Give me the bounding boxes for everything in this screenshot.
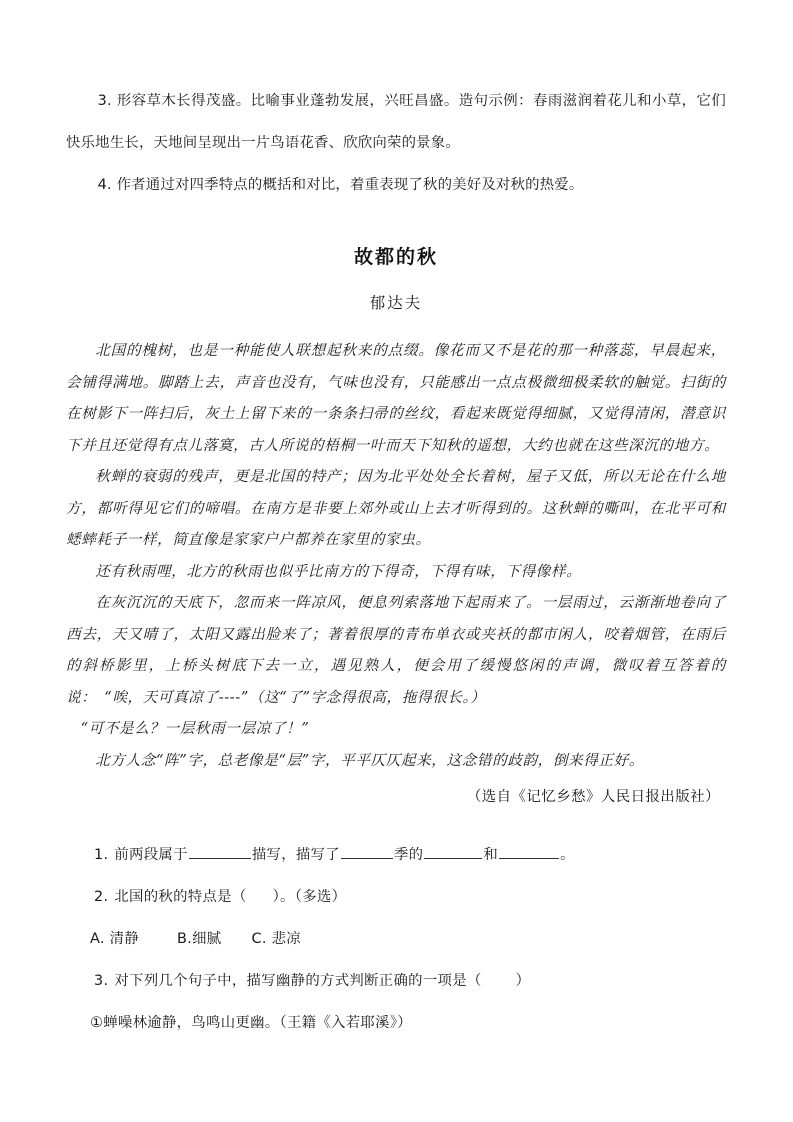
question-2-text-part1: 北国的秋的特点是（ <box>114 889 247 905</box>
question-3-sentence-1: ①蝉噪林逾静，鸟鸣山更幽。（王籍《入若耶溪》） <box>90 1015 412 1031</box>
article-title: 故都的秋 <box>353 246 438 268</box>
question-1-blank-4[interactable] <box>499 844 559 859</box>
article-paragraph: 还有秋雨哩，北方的秋雨也似乎比南方的下得奇，下得有味，下得像样。 <box>95 562 582 580</box>
answer-item-4: 4. 作者通过对四季特点的概括和对比，着重表现了秋的美好及对秋的热爱。 <box>97 177 584 193</box>
option-c-label: C. <box>251 931 267 947</box>
question-2-text-part2: ）。（多选） <box>272 889 347 905</box>
article-paragraph: 北国的槐树，也是一种能使人联想起秋来的点缀。像花而又不是花的那一种落蕊，早晨起来，会铺得满地。脚踏上去，声音也没有，气味也没有，只能感出一点点极微细极柔软的触觉。扫街的在树影下一阵扫后，灰土上留下来的一条条扫帚的丝纹，看起来既觉得细腻，又觉得清闲，潜意识下并且还觉得有点儿落寞，古人所说的梧桐一叶而天下知秋的遥想，大约也就在这些深沉的地方。 <box>66 342 726 454</box>
article-paragraph: 秋蝉的衰弱的残声，更是北国的特产；因为北平处处全长着树，屋子又低，所以无论在什么地方，都听得见它们的啼唱。在南方是非要上郊外或山上去才听得到的。这秋蝉的嘶叫，在北平可和蟋蟀耗子一样，简直像是家家户户都养在家里的家虫。 <box>66 468 726 548</box>
question-1-number: 1. <box>94 847 109 863</box>
question-2 <box>66 876 726 918</box>
article-source: （选自《记忆乡愁》人民日报出版社） <box>466 789 720 805</box>
page-content <box>66 80 726 1044</box>
question-3-number: 3. <box>94 973 109 989</box>
article-author: 郁达夫 <box>369 294 423 312</box>
question-1-text-part2: 描写，描写了 <box>251 847 340 863</box>
question-3-text-part2: ） <box>515 973 531 989</box>
question-2-number: 2. <box>94 889 109 905</box>
question-3-text-part1: 对下列几个句子中，描写幽静的方式判断正确的一项是（ <box>114 973 482 989</box>
question-1-blank-2[interactable] <box>341 844 393 859</box>
question-1-blank-3[interactable] <box>424 844 482 859</box>
option-b-label: B. <box>177 931 193 947</box>
question-1-text-part5: 。 <box>560 847 575 863</box>
question-1-text-part4: 和 <box>483 847 499 863</box>
question-2-options <box>66 918 726 960</box>
question-1 <box>66 834 726 876</box>
article-paragraph: 北方人念“阵”字，总老像是“层”字，平平仄仄起来，这念错的歧韵，倒来得正好。 <box>95 751 645 769</box>
option-b[interactable] <box>177 918 221 960</box>
option-a-label: A. <box>90 931 105 947</box>
article-paragraph: 在灰沉沉的天底下，忽而来一阵凉风，便息列索落地下起雨来了。一层雨过，云渐渐地卷向了西去，天又晴了，太阳又露出脸来了；著着很厚的青布单衣或夹袄的都市闲人，咬着烟管，在雨后的斜桥影里，上桥头树底下去一立，遇见熟人，便会用了缓慢悠闲的声调，微叹着互答着的说： “唉，天可真凉了----”（这“了”字念得很高，拖得很长。） <box>66 594 726 706</box>
question-3 <box>66 960 726 1002</box>
question-list <box>66 834 726 1044</box>
question-1-blank-1[interactable] <box>189 844 251 859</box>
option-a-text: 清静 <box>109 931 140 947</box>
article-paragraph: “可不是么？一层秋雨一层凉了！” <box>80 720 310 737</box>
option-a[interactable] <box>90 918 139 960</box>
option-b-text: 细腻 <box>192 931 222 947</box>
option-c[interactable] <box>251 918 301 960</box>
question-1-text-part3: 季的 <box>393 847 424 863</box>
option-c-text: 悲凉 <box>271 931 301 947</box>
answer-item-3: 3. 形容草木长得茂盛。比喻事业蓬勃发展，兴旺昌盛。造句示例：春雨滋润着花儿和小草，它们快乐地生长，天地间呈现出一片鸟语花香、欣欣向荣的景象。 <box>66 93 726 151</box>
question-1-text-part1: 前两段属于 <box>114 847 188 863</box>
